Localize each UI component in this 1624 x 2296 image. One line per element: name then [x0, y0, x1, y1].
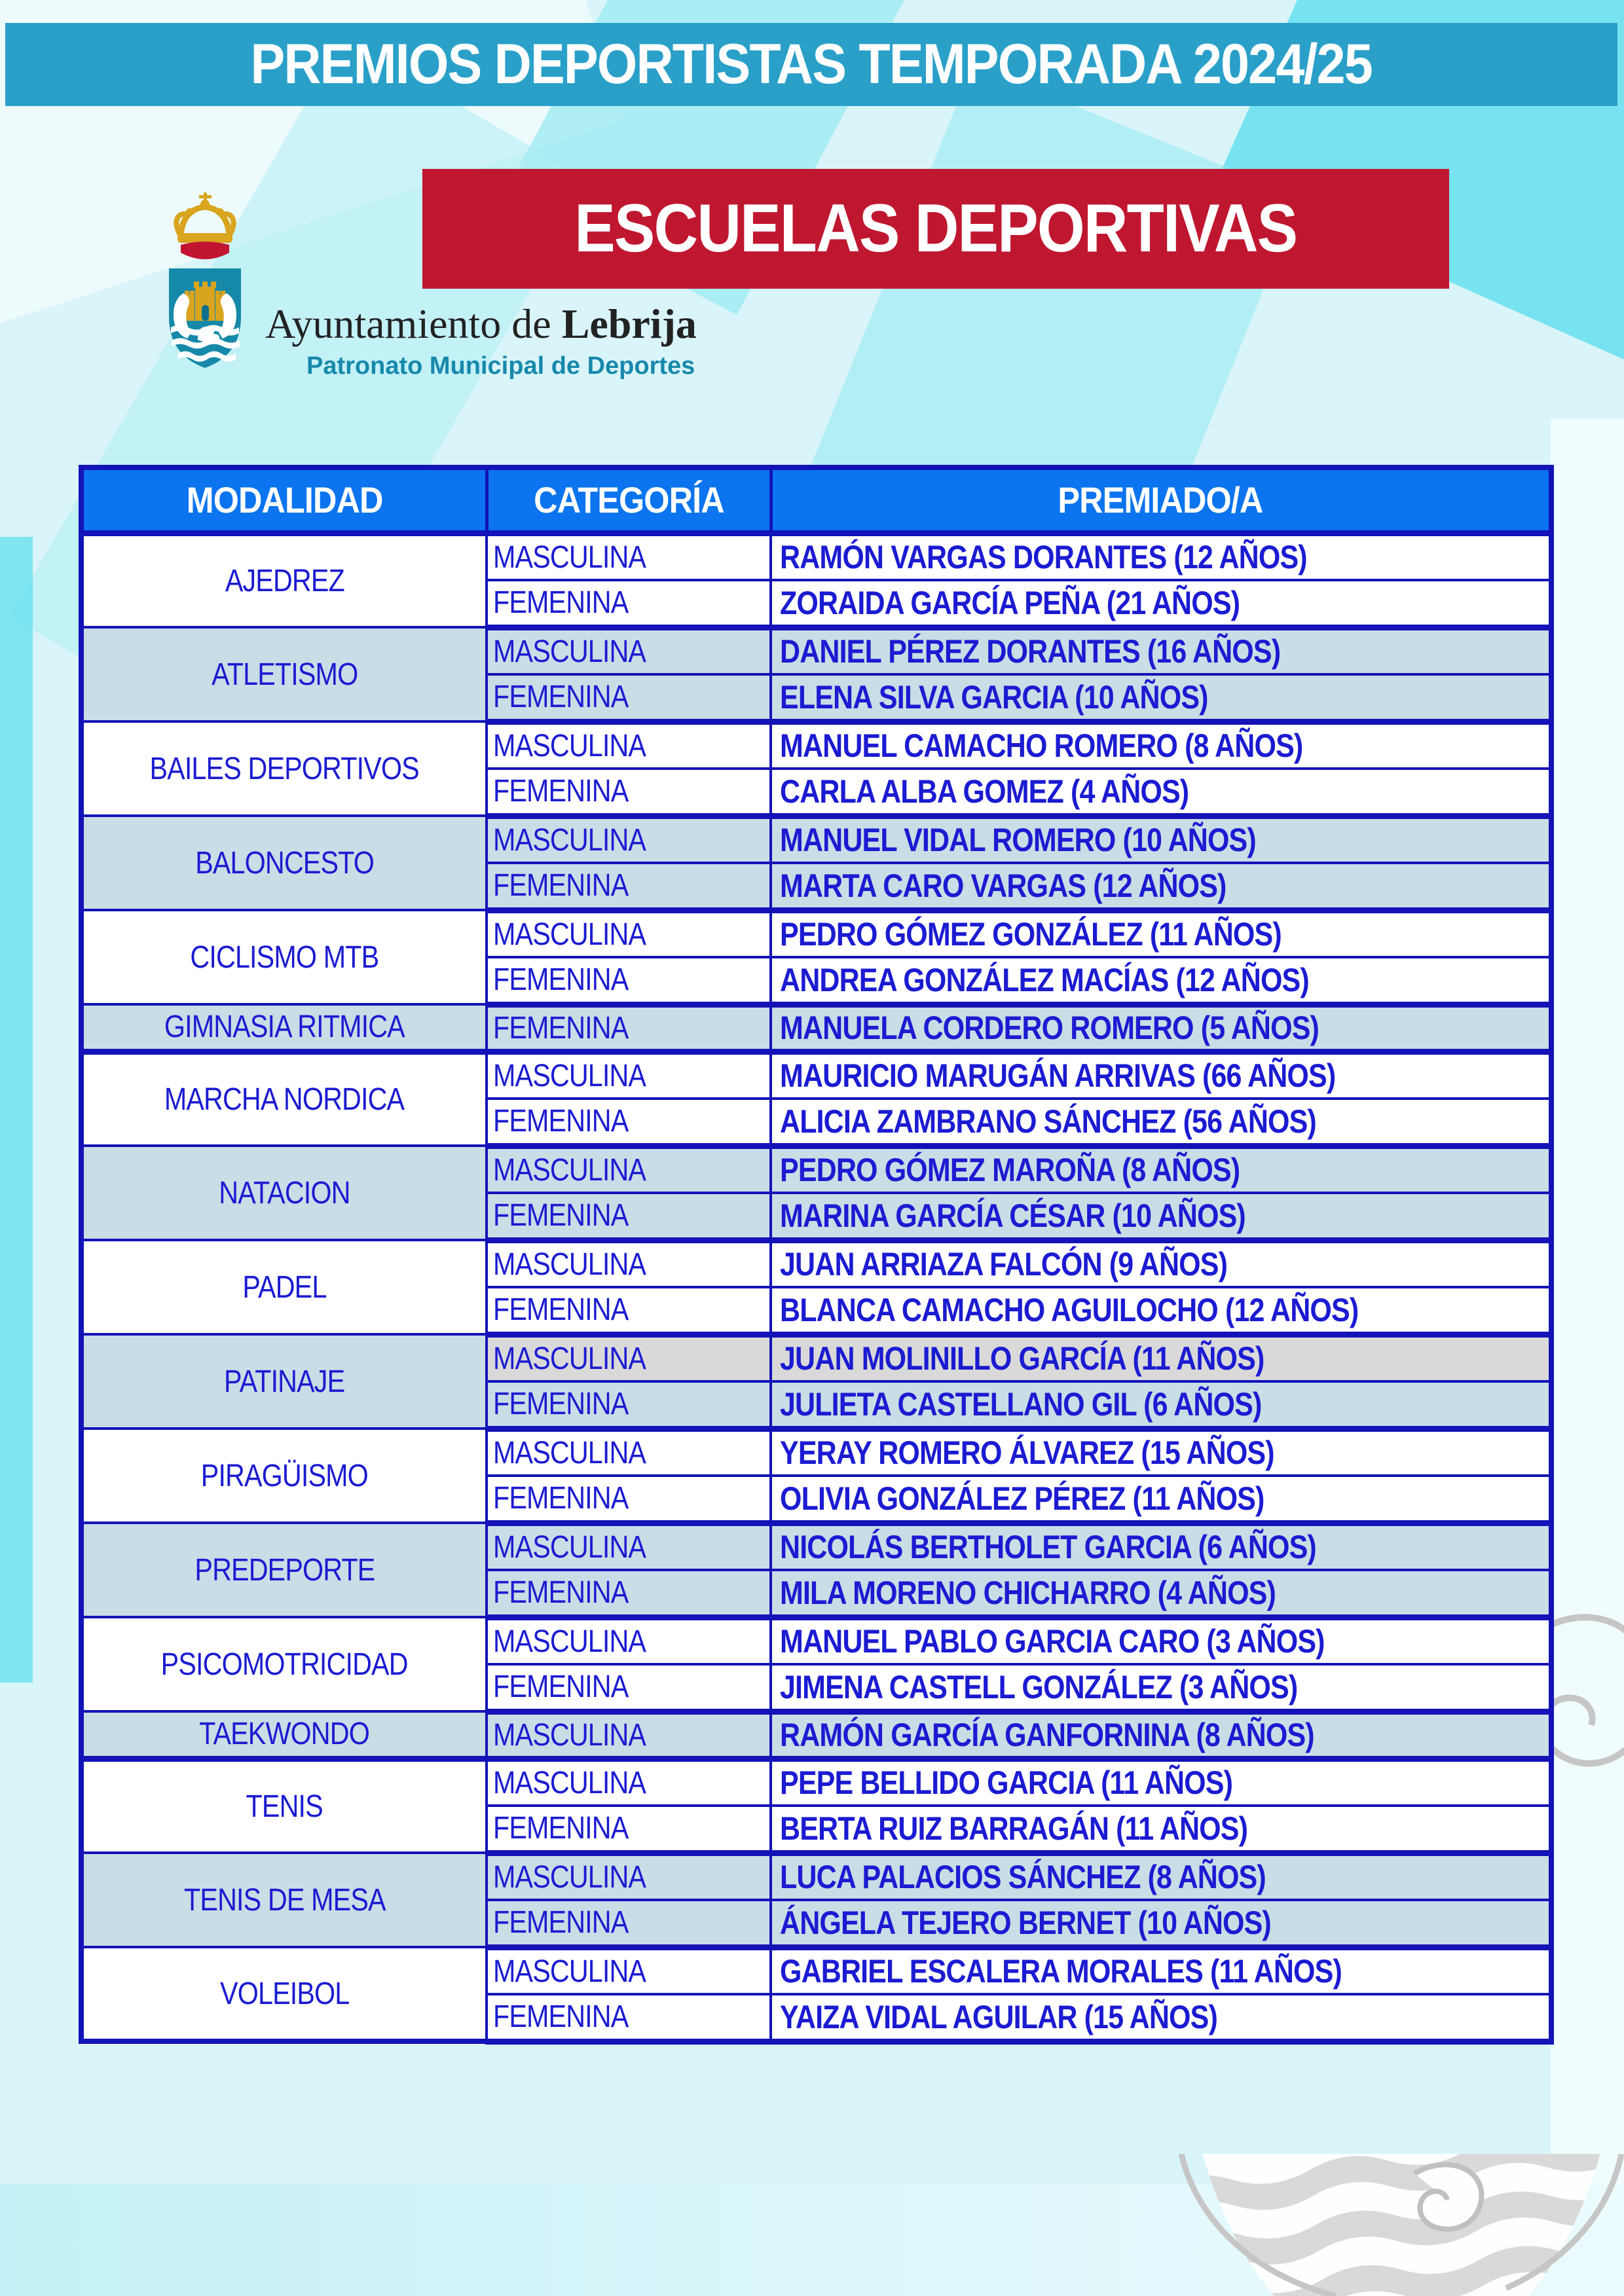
premiado-cell: OLIVIA GONZÁLEZ PÉREZ (11 AÑOS) [771, 1476, 1551, 1523]
categoria-cell: MASCULINA [487, 1711, 771, 1758]
premiado-cell: MANUEL CAMACHO ROMERO (8 AÑOS) [771, 721, 1551, 769]
modalidad-cell: VOLEIBOL [81, 1947, 487, 2041]
org-name [265, 300, 697, 348]
org-department-emphasis: Deportes [587, 352, 695, 380]
header-premiado: PREMIADO/A [771, 467, 1551, 533]
org-department-prefix: Patronato Municipal de [306, 352, 581, 380]
lebrija-crest-icon [149, 192, 261, 376]
premiado-cell: MANUEL VIDAL ROMERO (10 AÑOS) [771, 816, 1551, 863]
modalidad-cell: BALONCESTO [81, 816, 487, 910]
categoria-cell: FEMENINA [487, 674, 771, 721]
premiado-cell: MANUELA CORDERO ROMERO (5 AÑOS) [771, 1004, 1551, 1051]
premiado-cell: ANDREA GONZÁLEZ MACÍAS (12 AÑOS) [771, 957, 1551, 1004]
modalidad-cell: GIMNASIA RITMICA [81, 1004, 487, 1051]
modalidad-cell: ATLETISMO [81, 627, 487, 721]
categoria-cell: FEMENINA [487, 1004, 771, 1051]
modalidad-cell: TAEKWONDO [81, 1711, 487, 1758]
title-banner [5, 23, 1617, 106]
premiado-cell: CARLA ALBA GOMEZ (4 AÑOS) [771, 769, 1551, 816]
modalidad-cell: PATINAJE [81, 1334, 487, 1429]
org-department [306, 352, 695, 380]
premiado-cell: ELENA SILVA GARCIA (10 AÑOS) [771, 674, 1551, 721]
premiado-cell: MANUEL PABLO GARCIA CARO (3 AÑOS) [771, 1617, 1551, 1664]
modalidad-cell: PIRAGÜISMO [81, 1429, 487, 1523]
premiado-cell: ALICIA ZAMBRANO SÁNCHEZ (56 AÑOS) [771, 1099, 1551, 1146]
modalidad-cell: MARCHA NORDICA [81, 1051, 487, 1146]
categoria-cell: FEMENINA [487, 1476, 771, 1523]
modalidad-cell: TENIS DE MESA [81, 1853, 487, 1947]
table-row [81, 1240, 1551, 1287]
categoria-cell: FEMENINA [487, 1900, 771, 1947]
subtitle-banner [422, 169, 1449, 289]
page-subtitle: ESCUELAS DEPORTIVAS [574, 191, 1297, 266]
table-row [81, 1758, 1551, 1806]
org-name-prefix: Ayuntamiento de [265, 301, 551, 347]
premiado-cell: YAIZA VIDAL AGUILAR (15 AÑOS) [771, 1994, 1551, 2041]
categoria-cell: MASCULINA [487, 1853, 771, 1900]
categoria-cell: MASCULINA [487, 1523, 771, 1570]
categoria-cell: FEMENINA [487, 1570, 771, 1617]
org-name-emphasis: Lebrija [561, 301, 697, 347]
categoria-cell: MASCULINA [487, 1758, 771, 1806]
table-row [81, 533, 1551, 580]
table-row [81, 1429, 1551, 1476]
categoria-cell: MASCULINA [487, 1617, 771, 1664]
modalidad-cell: TENIS [81, 1758, 487, 1853]
table-row [81, 1853, 1551, 1900]
crest-crown [176, 192, 233, 243]
table-header-row [81, 467, 1551, 533]
page-title: PREMIOS DEPORTISTAS TEMPORADA 2024/25 [250, 33, 1373, 96]
modalidad-cell: BAILES DEPORTIVOS [81, 721, 487, 816]
table-row [81, 721, 1551, 769]
categoria-cell: MASCULINA [487, 1146, 771, 1193]
premiado-cell: MARTA CARO VARGAS (12 AÑOS) [771, 863, 1551, 910]
table-row [81, 627, 1551, 674]
categoria-cell: FEMENINA [487, 957, 771, 1004]
premiado-cell: JUAN ARRIAZA FALCÓN (9 AÑOS) [771, 1240, 1551, 1287]
modalidad-cell: PSICOMOTRICIDAD [81, 1617, 487, 1711]
premiado-cell: PEDRO GÓMEZ GONZÁLEZ (11 AÑOS) [771, 910, 1551, 957]
premiado-cell: BLANCA CAMACHO AGUILOCHO (12 AÑOS) [771, 1287, 1551, 1334]
categoria-cell: MASCULINA [487, 627, 771, 674]
header-categoria: CATEGORÍA [487, 467, 771, 533]
watermark-crest-waves-icon [1048, 2154, 1624, 2296]
awards-table [79, 465, 1554, 2045]
premiado-cell: BERTA RUIZ BARRAGÁN (11 AÑOS) [771, 1806, 1551, 1853]
categoria-cell: FEMENINA [487, 863, 771, 910]
table-row [81, 816, 1551, 863]
categoria-cell: MASCULINA [487, 533, 771, 580]
categoria-cell: FEMENINA [487, 1664, 771, 1711]
modalidad-cell: CICLISMO MTB [81, 910, 487, 1004]
categoria-cell: FEMENINA [487, 1099, 771, 1146]
premiado-cell: NICOLÁS BERTHOLET GARCIA (6 AÑOS) [771, 1523, 1551, 1570]
table-row [81, 1947, 1551, 1994]
categoria-cell: FEMENINA [487, 1193, 771, 1240]
categoria-cell: FEMENINA [487, 1994, 771, 2041]
premiado-cell: DANIEL PÉREZ DORANTES (16 AÑOS) [771, 627, 1551, 674]
categoria-cell: MASCULINA [487, 1429, 771, 1476]
categoria-cell: MASCULINA [487, 816, 771, 863]
awards-table-body [81, 533, 1551, 2041]
premiado-cell: ZORAIDA GARCÍA PEÑA (21 AÑOS) [771, 580, 1551, 627]
categoria-cell: MASCULINA [487, 1051, 771, 1099]
table-row [81, 1004, 1551, 1051]
categoria-cell: FEMENINA [487, 769, 771, 816]
premiado-cell: JUAN MOLINILLO GARCÍA (11 AÑOS) [771, 1334, 1551, 1381]
premiado-cell: LUCA PALACIOS SÁNCHEZ (8 AÑOS) [771, 1853, 1551, 1900]
premiado-cell: MAURICIO MARUGÁN ARRIVAS (66 AÑOS) [771, 1051, 1551, 1099]
categoria-cell: MASCULINA [487, 721, 771, 769]
header-modalidad: MODALIDAD [81, 467, 487, 533]
crest-cap [181, 242, 229, 259]
premiado-cell: MILA MORENO CHICHARRO (4 AÑOS) [771, 1570, 1551, 1617]
table-row [81, 910, 1551, 957]
categoria-cell: MASCULINA [487, 910, 771, 957]
crest-waves [171, 325, 240, 362]
categoria-cell: MASCULINA [487, 1947, 771, 1994]
modalidad-cell: AJEDREZ [81, 533, 487, 627]
categoria-cell: MASCULINA [487, 1240, 771, 1287]
categoria-cell: FEMENINA [487, 1806, 771, 1853]
table-row [81, 1334, 1551, 1381]
table-row [81, 1617, 1551, 1664]
modalidad-cell: NATACION [81, 1146, 487, 1240]
modalidad-cell: PREDEPORTE [81, 1523, 487, 1617]
premiado-cell: YERAY ROMERO ÁLVAREZ (15 AÑOS) [771, 1429, 1551, 1476]
table-row [81, 1711, 1551, 1758]
premiado-cell: PEPE BELLIDO GARCIA (11 AÑOS) [771, 1758, 1551, 1806]
table-row [81, 1051, 1551, 1099]
bg-strip-left-edge [0, 537, 33, 1683]
premiado-cell: RAMÓN VARGAS DORANTES (12 AÑOS) [771, 533, 1551, 580]
categoria-cell: MASCULINA [487, 1334, 771, 1381]
modalidad-cell: PADEL [81, 1240, 487, 1334]
premiado-cell: JIMENA CASTELL GONZÁLEZ (3 AÑOS) [771, 1664, 1551, 1711]
table-row [81, 1523, 1551, 1570]
premiado-cell: PEDRO GÓMEZ MAROÑA (8 AÑOS) [771, 1146, 1551, 1193]
premiado-cell: ÁNGELA TEJERO BERNET (10 AÑOS) [771, 1900, 1551, 1947]
premiado-cell: GABRIEL ESCALERA MORALES (11 AÑOS) [771, 1947, 1551, 1994]
premiado-cell: MARINA GARCÍA CÉSAR (10 AÑOS) [771, 1193, 1551, 1240]
premiado-cell: RAMÓN GARCÍA GANFORNINA (8 AÑOS) [771, 1711, 1551, 1758]
premiado-cell: JULIETA CASTELLANO GIL (6 AÑOS) [771, 1381, 1551, 1429]
table-row [81, 1146, 1551, 1193]
categoria-cell: FEMENINA [487, 1381, 771, 1429]
bg-right-pale [1551, 419, 1624, 2226]
categoria-cell: FEMENINA [487, 1287, 771, 1334]
categoria-cell: FEMENINA [487, 580, 771, 627]
